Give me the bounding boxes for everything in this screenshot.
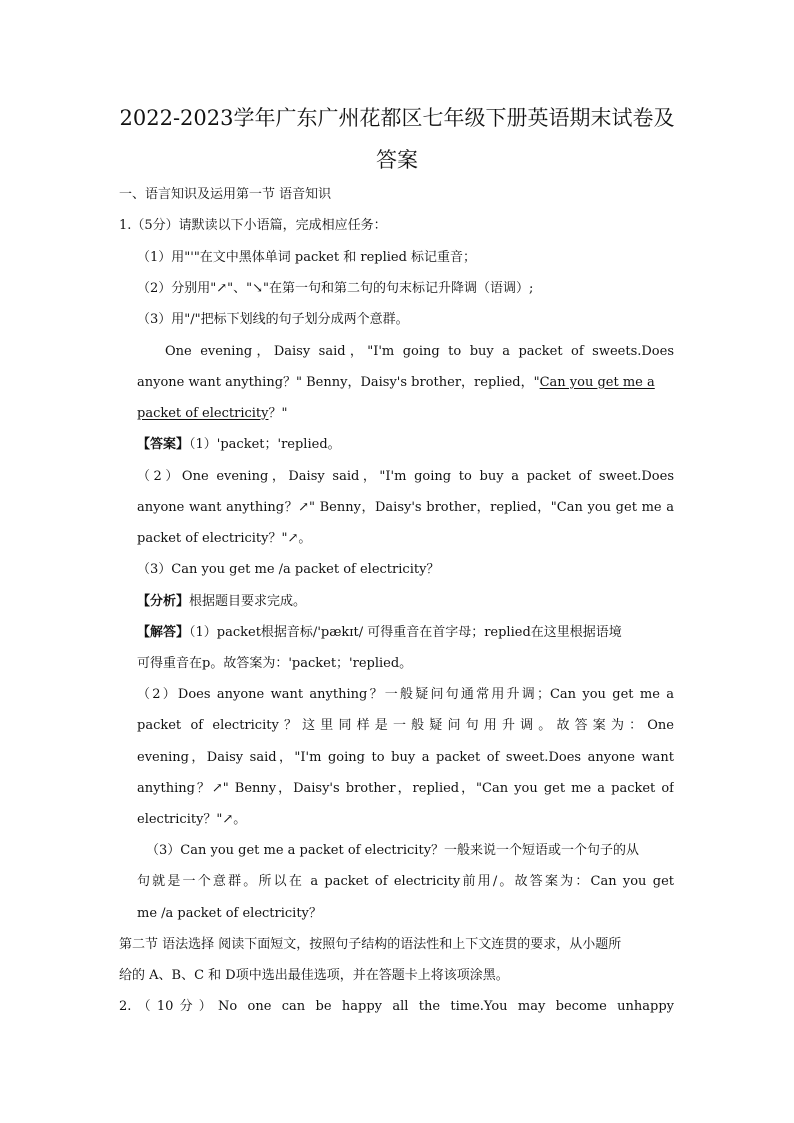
solution-2-line1: （2）Does anyone want anything？一般疑问句通常用升调；Can you get me a <box>137 687 674 702</box>
passage-line3-tail: ？" <box>268 406 288 421</box>
solution-2-line5: electricity？"↗。 <box>137 812 247 827</box>
doc-title-line2: 答案 <box>376 148 418 172</box>
q1-task1: （1）用"'"在文中黑体单词 packet 和 replied 标记重音； <box>137 250 477 265</box>
answer-2-line3: packet of electricity？"↗。 <box>137 531 312 546</box>
solution-1-line2: 可得重音在p。故答案为：'packet；'replied。 <box>137 656 413 671</box>
solution-2-line2: packet of electricity？这里同样是一般疑问句用升调。故答案为：One <box>137 718 674 733</box>
section2-line1: 第二节 语法选择 阅读下面短文，按照句子结构的语法性和上下文连贯的要求，从小题所 <box>119 937 622 952</box>
doc-title-line1: 2022-2023学年广东广州花都区七年级下册英语期末试卷及 <box>119 106 675 130</box>
solution-block <box>137 624 622 642</box>
solution-3-line3: me /a packet of electricity？ <box>137 906 322 921</box>
q1-task3: （3）用"/"把标下划线的句子划分成两个意群。 <box>137 312 409 327</box>
passage-line2-text: anyone want anything？" Benny，Daisy's brother，replied，" <box>137 375 540 390</box>
passage-underlined-end: packet of electricity <box>137 406 269 421</box>
answer-1: （1）'packet；'replied。 <box>189 437 341 452</box>
solution-label: 【解答】 <box>137 625 190 640</box>
solution-2-line3: evening，Daisy said，"I'm going to buy a packet of sweet.Does anyone want <box>137 750 674 765</box>
section1-heading: 一、语言知识及运用第一节 语音知识 <box>119 187 332 202</box>
solution-3-line1: （3）Can you get me a packet of electricity？一般来说一个短语或一个句子的从 <box>146 843 640 858</box>
analysis-text: 根据题目要求完成。 <box>189 594 307 609</box>
answer-label: 【答案】 <box>137 437 190 452</box>
answer-3: （3）Can you get me /a packet of electricity？ <box>137 562 440 577</box>
analysis-block <box>137 593 306 611</box>
solution-3-line2: 句就是一个意群。所以在 a packet of electricity前用/。故答案为：Can you get <box>137 874 674 889</box>
answer-2-line1: （2）One evening，Daisy said，"I'm going to buy a packet of sweet.Does <box>137 469 674 484</box>
passage-line1: One evening，Daisy said，"I'm going to buy a packet of sweets.Does <box>165 344 674 359</box>
passage-underlined-start: Can you get me a <box>539 375 655 390</box>
solution-2-line4: anything？↗" Benny，Daisy's brother，replied，"Can you get me a packet of <box>137 781 674 796</box>
q2-line1: 2.（10分）No one can be happy all the time.You may become unhappy <box>119 999 674 1014</box>
answer-2-line2: anyone want anything？↗" Benny，Daisy's brother，replied，"Can you get me a <box>137 500 674 515</box>
section2-line2: 给的 A、B、C 和 D项中选出最佳选项，并在答题卡上将该项涂黑。 <box>119 968 509 983</box>
q1-task2: （2）分别用"↗"、"↘"在第一句和第二句的句末标记升降调（语调）; <box>137 281 534 296</box>
solution-1-line1: （1）packet根据音标/'pækɪt/ 可得重音在首字母；replied在这里根据语境 <box>189 625 622 640</box>
analysis-label: 【分析】 <box>137 594 190 609</box>
passage-line2 <box>137 374 674 392</box>
passage-line3 <box>137 405 287 423</box>
answer-block <box>137 436 341 454</box>
q1-stem: 1.（5分）请默读以下小语篇，完成相应任务： <box>119 218 387 233</box>
